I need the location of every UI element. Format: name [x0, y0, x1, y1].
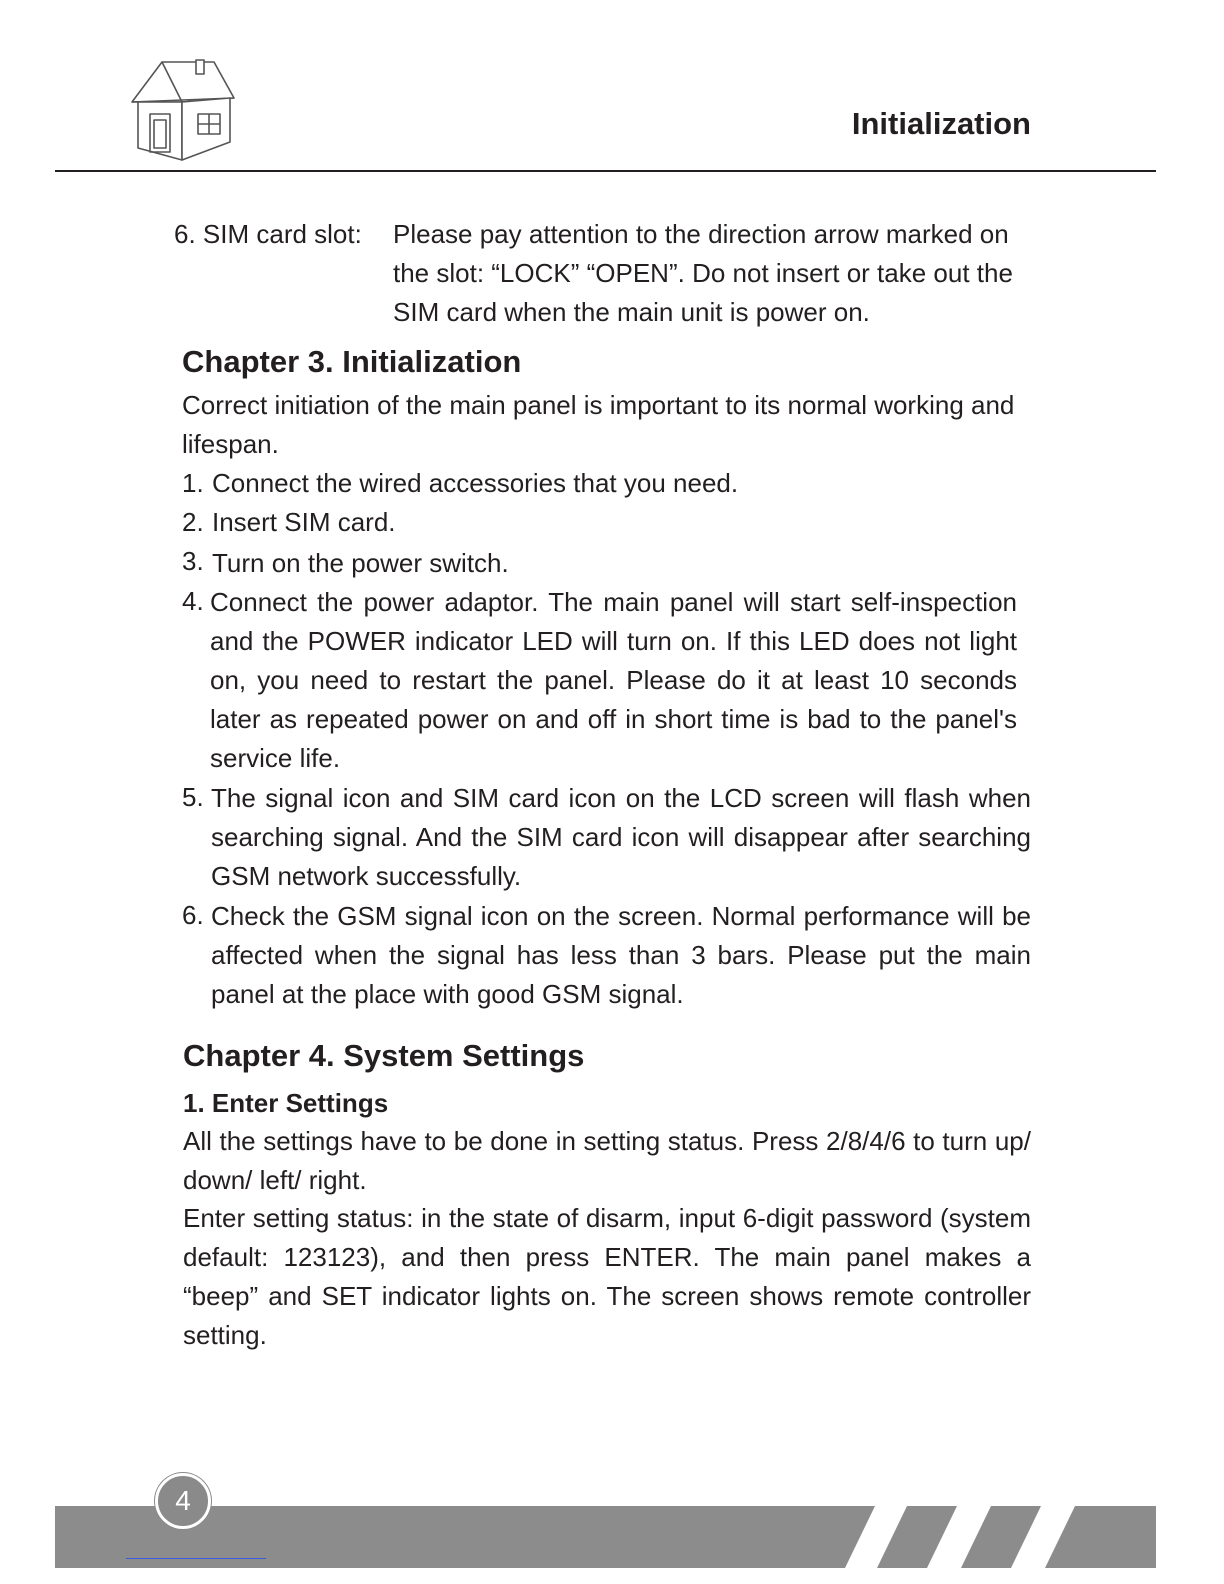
step-1-text: Connect the wired accessories that you need.	[212, 468, 739, 498]
enter-settings-heading: 1. Enter Settings	[183, 1088, 389, 1118]
settings-paragraph-2: Enter setting status: in the state of disarm, input 6-digit password (system default: 123123), and then press ENTER. The main panel makes a “beep” and SET indicator lights on. The screen shows remote controller setting.	[183, 1203, 1031, 1350]
header-divider	[55, 170, 1156, 172]
step-5-number: 5.	[182, 782, 204, 812]
step-4-number: 4.	[182, 586, 204, 616]
chapter-3-intro: Correct initiation of the main panel is important to its normal working and lifespan.	[182, 390, 1015, 459]
step-3-text: Turn on the power switch.	[212, 548, 509, 578]
page-header-title: Initialization	[851, 106, 1031, 141]
footer-link-underline	[126, 1558, 266, 1559]
sim-slot-label: 6. SIM card slot:	[174, 219, 362, 249]
chapter-3-heading: Chapter 3. Initialization	[182, 344, 522, 379]
settings-paragraph-1: All the settings have to be done in setting status. Press 2/8/4/6 to turn up/ down/ left/ right.	[183, 1126, 1031, 1195]
house-icon	[126, 58, 238, 164]
step-1-number: 1.	[182, 468, 204, 498]
step-4-text: Connect the power adaptor. The main panel will start self-inspection and the POWER indicator LED will turn on. If this LED does not light on, you need to restart the panel. Please do it at least 10 seconds later as repeated power on and off in short time is bad to the panel's service life.	[210, 587, 1017, 773]
step-6-text: Check the GSM signal icon on the screen. Normal performance will be affected when the signal has less than 3 bars. Please put the main panel at the place with good GSM signal.	[211, 901, 1031, 1009]
step-3-number: 3.	[182, 546, 204, 576]
page-number: 4	[155, 1473, 211, 1529]
chapter-4-heading: Chapter 4. System Settings	[183, 1038, 585, 1073]
step-2-number: 2.	[182, 507, 204, 537]
step-5-text: The signal icon and SIM card icon on the LCD screen will flash when searching signal. And the SIM card icon will disappear after searching GSM network successfully.	[211, 783, 1031, 891]
step-6-number: 6.	[182, 900, 204, 930]
step-2-text: Insert SIM card.	[212, 507, 396, 537]
sim-slot-description: Please pay attention to the direction arrow marked on the slot: “LOCK” “OPEN”. Do not insert or take out the SIM card when the main unit is power on.	[393, 219, 1013, 327]
